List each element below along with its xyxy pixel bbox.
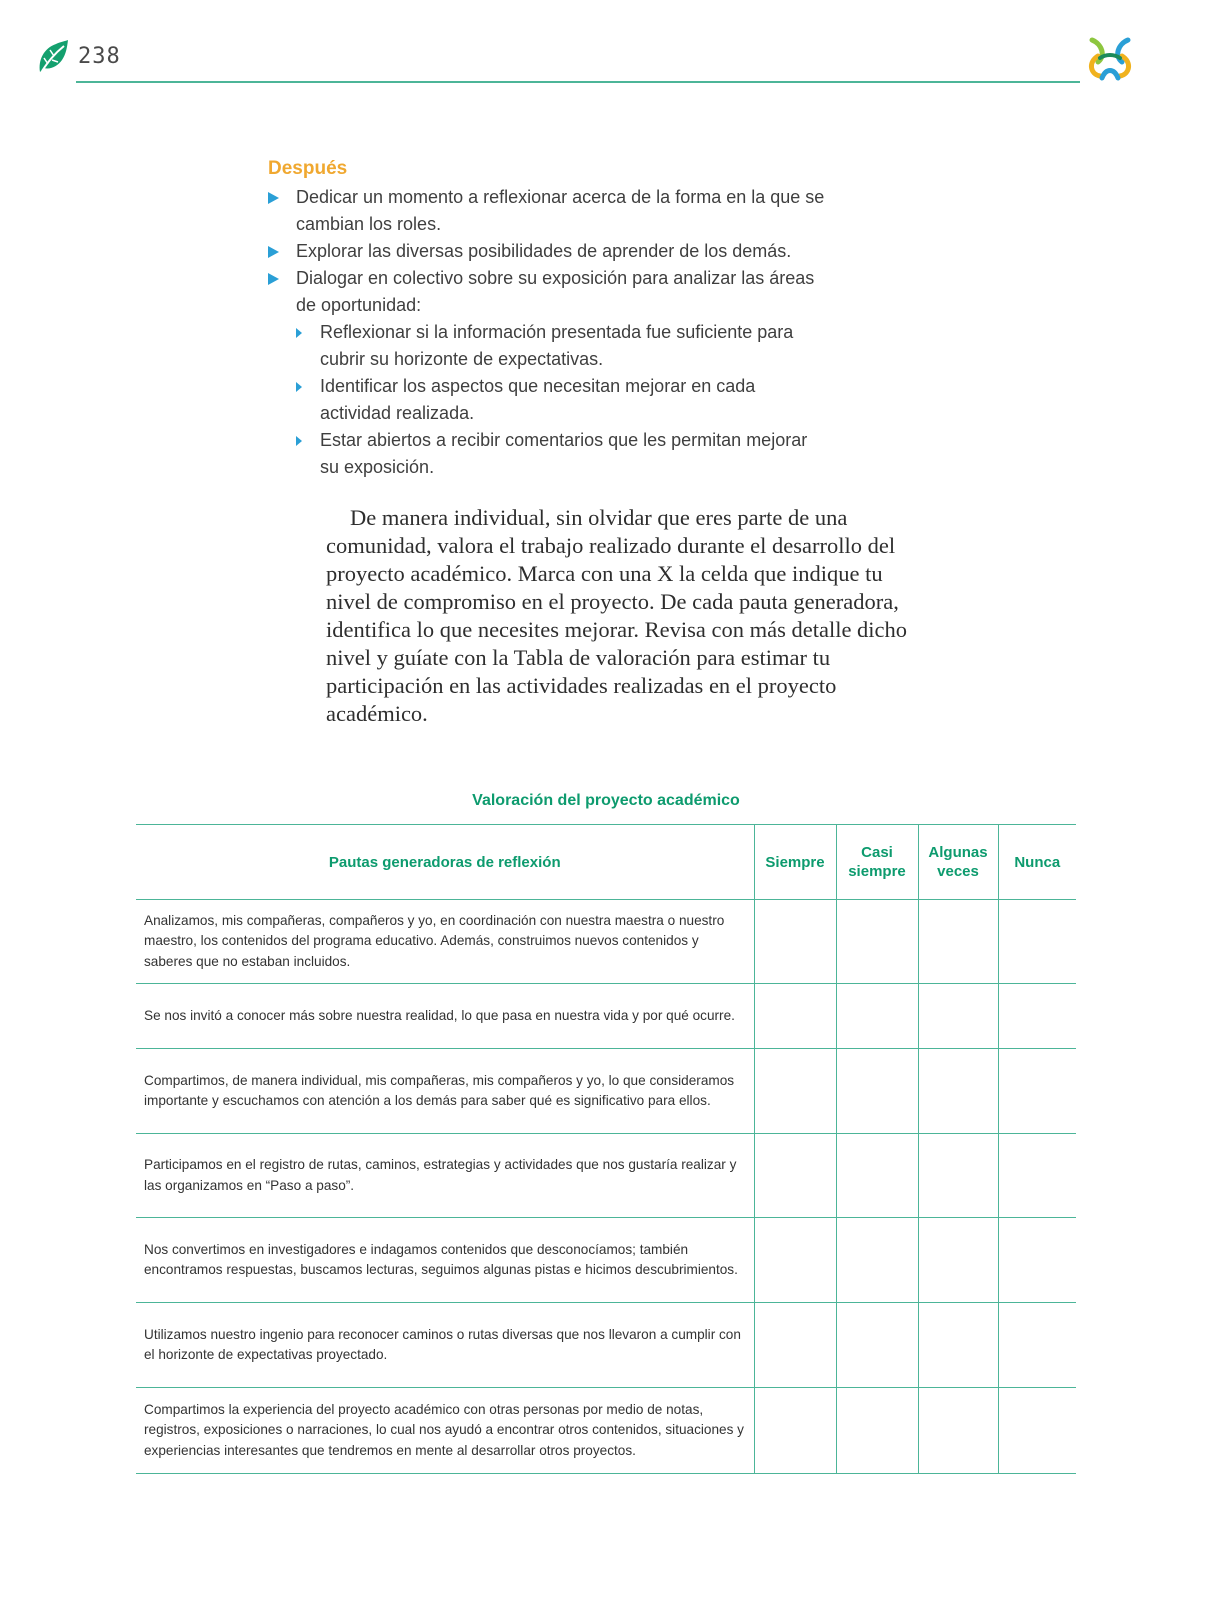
list-item: Dialogar en colectivo sobre su exposición para analizar las áreas de oportunidad: Reflexionar si la información presentada fue suficiente para cubrir su horizonte de expectativas. Identificar los aspectos que necesitan mejorar en cada actividad realizada. Estar abiertos a recibir comentarios que les permitan mejorar su exposición.	[268, 265, 828, 481]
list-item: Estar abiertos a recibir comentarios que les permitan mejorar su exposición.	[296, 427, 828, 481]
check-cell-siempre[interactable]	[754, 1049, 836, 1134]
check-cell-siempre[interactable]	[754, 1303, 836, 1388]
table-row	[136, 1303, 1076, 1388]
check-cell-nunca[interactable]	[998, 1218, 1076, 1303]
bullet-icon	[268, 192, 279, 204]
page-number: 238	[78, 44, 121, 69]
pauta-cell: Participamos en el registro de rutas, caminos, estrategias y actividades que nos gustaría realizar y las organizamos en “Paso a paso”.	[136, 1134, 754, 1218]
header-algunas-veces: Algunas veces	[918, 825, 998, 900]
check-cell-casi-siempre[interactable]	[836, 984, 918, 1049]
pauta-cell: Analizamos, mis compañeras, compañeros y yo, en coordinación con nuestra maestra o nuestro maestro, los contenidos del programa educativo. Además, construimos nuevos contenidos y saberes que no estaban incluidos.	[136, 900, 754, 984]
instructions-paragraph: De manera individual, sin olvidar que eres parte de una comunidad, valora el trabajo realizado durante el desarrollo del proyecto académico. Marca con una X la celda que indique tu nivel de compromiso en el proyecto. De cada pauta generadora, identifica lo que necesites mejorar. Revisa con más detalle dicho nivel y guíate con la Tabla de valoración para estimar tu participación en las actividades realizadas en el proyecto académico.	[326, 505, 908, 726]
program-logo-icon	[1084, 32, 1136, 84]
check-cell-nunca[interactable]	[998, 1134, 1076, 1218]
list-item: Dedicar un momento a reflexionar acerca de la forma en la que se cambian los roles.	[268, 184, 828, 238]
table-row	[136, 1388, 1076, 1474]
header-casi-siempre: Casi siempre	[836, 825, 918, 900]
table-row	[136, 1134, 1076, 1218]
header-nunca: Nunca	[998, 825, 1076, 900]
pauta-cell: Se nos invitó a conocer más sobre nuestra realidad, lo que pasa en nuestra vida y por qué ocurre.	[136, 984, 754, 1049]
pauta-cell: Compartimos la experiencia del proyecto académico con otras personas por medio de notas, registros, exposiciones o narraciones, lo cual nos ayudó a encontrar otros contenidos, situaciones y experiencias interesantes que tendremos en mente al desarrollar otros proyectos.	[136, 1388, 754, 1474]
check-cell-casi-siempre[interactable]	[836, 1049, 918, 1134]
check-cell-algunas-veces[interactable]	[918, 1218, 998, 1303]
check-cell-siempre[interactable]	[754, 1134, 836, 1218]
check-cell-algunas-veces[interactable]	[918, 984, 998, 1049]
page-header	[0, 0, 1214, 90]
check-cell-siempre[interactable]	[754, 1218, 836, 1303]
sub-bullet-list	[296, 319, 828, 481]
check-cell-nunca[interactable]	[998, 1388, 1076, 1474]
header-rule	[76, 81, 1080, 83]
leaf-icon	[36, 38, 70, 76]
sub-bullet-icon	[296, 436, 302, 446]
table-row	[136, 984, 1076, 1049]
header-pautas: Pautas generadoras de reflexión	[136, 825, 754, 900]
pauta-cell: Compartimos, de manera individual, mis compañeras, mis compañeros y yo, lo que consideramos importante y escuchamos con atención a los demás para saber qué es significativo para ellos.	[136, 1049, 754, 1134]
check-cell-casi-siempre[interactable]	[836, 1388, 918, 1474]
check-cell-nunca[interactable]	[998, 984, 1076, 1049]
table-row	[136, 1218, 1076, 1303]
check-cell-casi-siempre[interactable]	[836, 900, 918, 984]
check-cell-nunca[interactable]	[998, 1049, 1076, 1134]
check-cell-siempre[interactable]	[754, 1388, 836, 1474]
sub-bullet-icon	[296, 328, 302, 338]
list-item: Reflexionar si la información presentada fue suficiente para cubrir su horizonte de expectativas.	[296, 319, 828, 373]
pauta-cell: Utilizamos nuestro ingenio para reconocer caminos o rutas diversas que nos llevaron a cumplir con el horizonte de expectativas proyectado.	[136, 1303, 754, 1388]
check-cell-algunas-veces[interactable]	[918, 900, 998, 984]
check-cell-algunas-veces[interactable]	[918, 1134, 998, 1218]
pauta-cell: Nos convertimos en investigadores e indagamos contenidos que desconocíamos; también encontramos respuestas, buscamos lecturas, seguimos algunas pistas e hicimos descubrimientos.	[136, 1218, 754, 1303]
list-item: Explorar las diversas posibilidades de aprender de los demás.	[268, 238, 828, 265]
header-siempre: Siempre	[754, 825, 836, 900]
check-cell-nunca[interactable]	[998, 1303, 1076, 1388]
section-title: Después	[268, 158, 348, 179]
check-cell-algunas-veces[interactable]	[918, 1049, 998, 1134]
check-cell-algunas-veces[interactable]	[918, 1303, 998, 1388]
table-row	[136, 900, 1076, 984]
bullet-list	[268, 184, 828, 481]
bullet-icon	[268, 273, 279, 285]
check-cell-casi-siempre[interactable]	[836, 1303, 918, 1388]
check-cell-algunas-veces[interactable]	[918, 1388, 998, 1474]
sub-bullet-icon	[296, 382, 302, 392]
list-item: Identificar los aspectos que necesitan mejorar en cada actividad realizada.	[296, 373, 828, 427]
check-cell-siempre[interactable]	[754, 984, 836, 1049]
check-cell-casi-siempre[interactable]	[836, 1134, 918, 1218]
check-cell-siempre[interactable]	[754, 900, 836, 984]
table-title: Valoración del proyecto académico	[472, 792, 740, 809]
check-cell-nunca[interactable]	[998, 900, 1076, 984]
bullet-icon	[268, 246, 279, 258]
table-header-row	[136, 825, 1076, 900]
table-row	[136, 1049, 1076, 1134]
valoracion-table	[136, 824, 1076, 1474]
check-cell-casi-siempre[interactable]	[836, 1218, 918, 1303]
